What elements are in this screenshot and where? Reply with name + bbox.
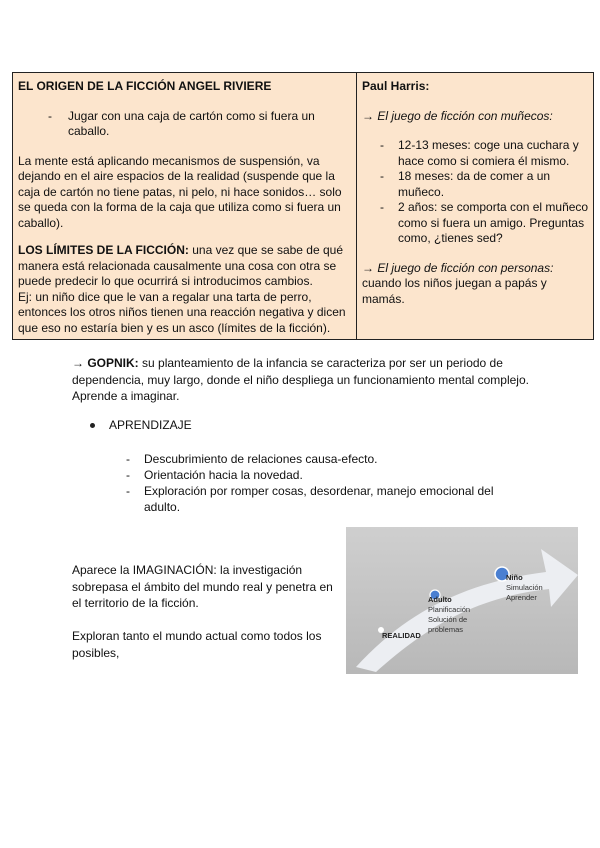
column-divider: [356, 73, 357, 339]
limits-heading: LOS LÍMITES DE LA FICCIÓN:: [18, 243, 189, 257]
list-item: - 2 años: se comporta con el muñeco como si fuera un amigo. Preguntas como, ¿tienes sed?: [380, 200, 589, 245]
limits-paragraph: [18, 243, 353, 290]
arrow-glyph: →: [72, 356, 88, 370]
list-item: - Orientación hacia la novedad.: [126, 468, 303, 482]
list-item: - Descubrimiento de relaciones causa-efecto.: [126, 452, 378, 466]
label-nino: Niño Simulación Aprender: [506, 573, 543, 602]
gopnik-paragraph: [72, 355, 532, 405]
gopnik-text: su planteamiento de la infancia se caracteriza por ser un periodo de dependencia, muy largo, donde el niño despliega un funcionamiento mental complejo. Aprende a imaginar.: [72, 356, 529, 403]
learning-bullet: [90, 418, 192, 432]
table-cell-right: [362, 79, 590, 307]
left-title: EL ORIGEN DE LA FICCIÓN ANGEL RIVIERE: [18, 79, 272, 93]
left-paragraph-1: La mente está aplicando mecanismos de suspensión, va dejando en el aire espacios de la realidad (suspende que la caja de cartón no tiene patas, ni pelo, ni hace sonidos… solo se queda con la forma de la caja que utiliza como si fuera un caballo).: [18, 153, 342, 230]
label-adulto: Adulto Planificación Solución de problemas: [428, 595, 471, 634]
left-dash-item: [48, 109, 353, 140]
imagination-paragraph-2: Exploran tanto el mundo actual como todos los posibles,: [72, 629, 322, 660]
list-item: - 12-13 meses: coge una cuchara y hace como si comiera él mismo.: [380, 138, 579, 168]
right-title: Paul Harris:: [362, 79, 430, 93]
progression-graphic: [346, 527, 578, 674]
list-item: - Exploración por romper cosas, desordenar, manejo emocional del adulto.: [126, 484, 494, 514]
learning-label: APRENDIZAJE: [109, 418, 192, 432]
people-text: cuando los niños juegan a papás y mamás.: [362, 276, 547, 306]
people-heading: → El juego de ficción con personas:: [362, 260, 554, 275]
label-realidad: REALIDAD: [382, 631, 421, 640]
limits-text: una vez que se sabe de qué manera está relacionada causalmente una cosa con otra se puede predecir lo que ocurrirá si introducimos cambios.: [18, 243, 344, 288]
list-item: - 18 meses: da de comer a un muñeco.: [380, 169, 551, 199]
dash-marker: -: [48, 108, 52, 123]
bullet-icon: [90, 423, 95, 428]
example-paragraph: Ej: un niño dice que le van a regalar una tarta de perro, entonces los otros niños tienen una reacción negativa y dicen que eso no estaría bien y es un asco (límites de la ficción).: [18, 289, 346, 335]
dolls-heading: → El juego de ficción con muñecos:: [362, 108, 553, 123]
learning-list: [126, 451, 516, 515]
info-table: [12, 72, 594, 340]
table-cell-left: [18, 79, 353, 336]
gopnik-name: GOPNIK:: [87, 356, 139, 370]
imagination-paragraph-1: Aparece la IMAGINACIÓN: la investigación sobrepasa el ámbito del mundo real y penetra en el territorio de la ficción.: [72, 563, 333, 610]
left-dash-item-text: Jugar con una caja de cartón como si fuera un caballo.: [68, 108, 315, 138]
